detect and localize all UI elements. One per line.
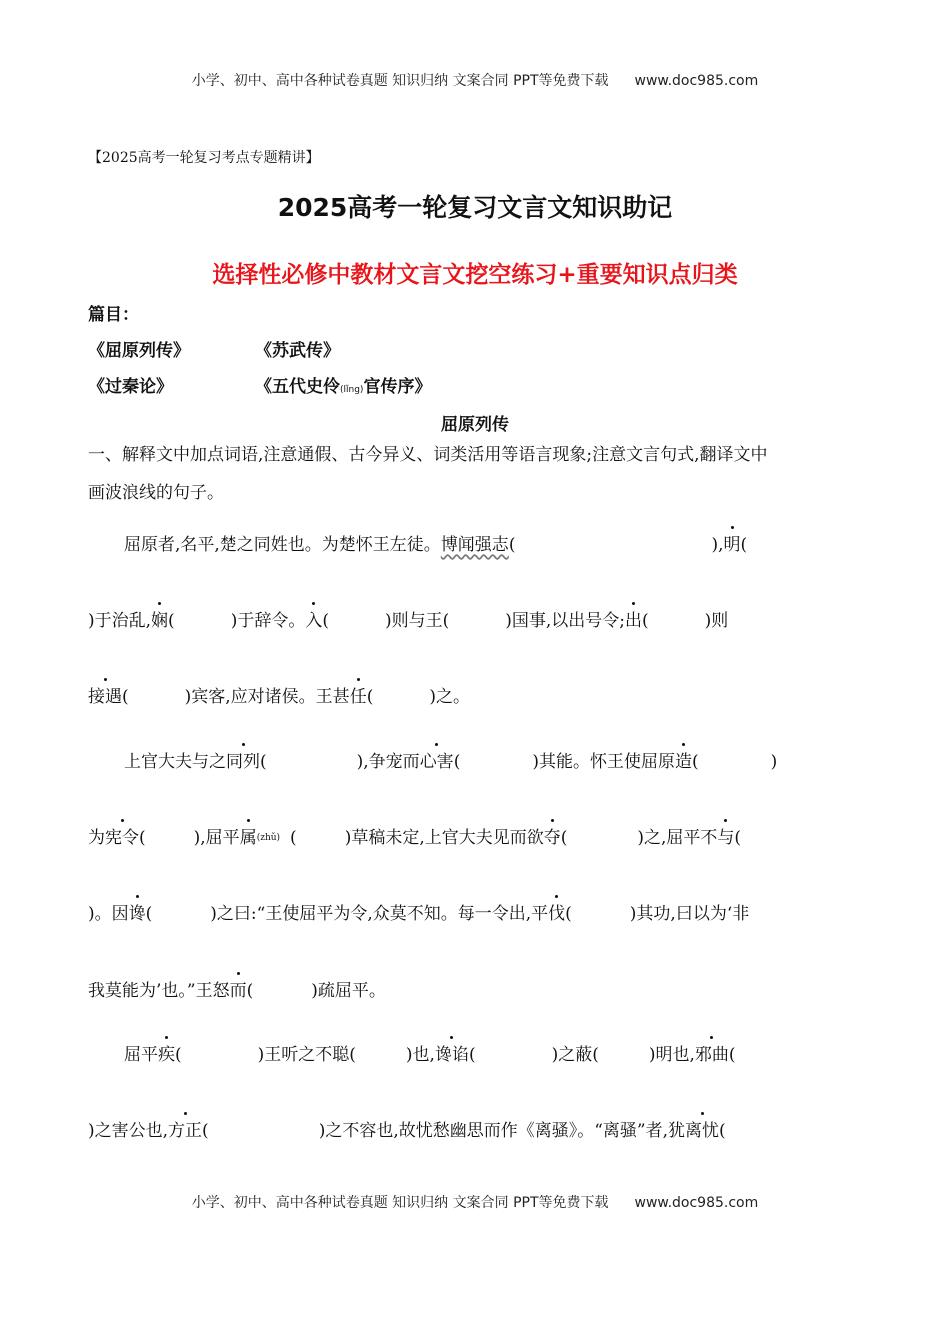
passage-line-1: [88, 534, 863, 556]
answer-blank[interactable]: [329, 610, 385, 632]
passage-text: 画波浪线的句子。: [88, 483, 224, 503]
dotted-word: 娴: [151, 611, 169, 631]
answer-blank[interactable]: [253, 980, 311, 1002]
dotted-word: 明: [723, 535, 741, 555]
passage-text: (: [202, 1121, 209, 1141]
passage-text: (: [508, 535, 516, 555]
instruction-line-2: [88, 482, 863, 504]
answer-blank[interactable]: [699, 751, 771, 773]
passage-text: )王听之不聪(: [257, 1045, 356, 1065]
passage-text: 我莫能为’也。”王怒: [88, 981, 230, 1001]
passage-text: )之。: [429, 687, 470, 707]
passage-text: )草稿未定,上官大夫见而欲: [344, 828, 544, 848]
answer-blank[interactable]: [649, 610, 705, 632]
passage-text: (: [175, 1045, 182, 1065]
passage-text: (: [442, 611, 450, 631]
passage-text: (: [565, 904, 572, 924]
passage-text: 屈原者,名平,楚之同姓也。为楚怀王左徒。: [124, 535, 441, 555]
passage-text: 上官大夫与之: [124, 752, 226, 772]
passage-text: (: [290, 828, 297, 848]
answer-blank[interactable]: [297, 827, 345, 849]
toc-item-suwu: 《苏武传》: [255, 341, 340, 361]
dotted-word: 谗: [128, 904, 146, 924]
answer-blank[interactable]: [460, 751, 532, 773]
series-tag: 【2025高考一轮复习考点专题精讲】: [88, 150, 320, 166]
passage-text: (: [728, 1045, 736, 1065]
passage-text: )之曰:“王使屈平为令,众莫不知。每一令出,平: [210, 904, 549, 924]
passage-text: 《五代史伶: [255, 377, 340, 397]
passage-text: )之,屈平不: [637, 828, 718, 848]
passage-text: )。因: [88, 904, 129, 924]
dotted-word: 谗谄: [434, 1045, 469, 1065]
passage-text: (: [740, 535, 748, 555]
passage-line-6: [88, 903, 863, 925]
passage-line-7: [88, 980, 863, 1002]
dotted-word: 而: [229, 981, 247, 1001]
passage-text: )疏屈平。: [311, 981, 386, 1001]
answer-blank[interactable]: [476, 1044, 552, 1066]
passage-text: (: [642, 611, 649, 631]
footer-site[interactable]: www.doc985.com: [634, 1195, 759, 1211]
passage-text: 官传序》: [363, 377, 432, 397]
passage-text: 屈平: [124, 1045, 158, 1065]
answer-blank[interactable]: [175, 610, 231, 632]
dotted-word: 伐: [548, 904, 566, 924]
answer-blank[interactable]: [182, 1044, 258, 1066]
passage-text: ),: [711, 535, 724, 555]
answer-blank[interactable]: [373, 686, 429, 708]
passage-text: )于治乱,: [88, 611, 152, 631]
dotted-word: 心害: [419, 752, 454, 772]
passage-text: (: [453, 752, 461, 772]
page-header: [0, 70, 950, 90]
header-site[interactable]: www.doc985.com: [634, 73, 759, 89]
passage-text: (: [122, 687, 129, 707]
passage-text: )宾客,应对诸侯。王甚: [184, 687, 350, 707]
passage-text: )于辞令。: [230, 611, 306, 631]
passage-line-8: [88, 1044, 863, 1066]
answer-blank[interactable]: [572, 903, 630, 925]
answer-blank[interactable]: [152, 903, 210, 925]
wavy-phrase: 博闻强志: [440, 535, 509, 555]
passage-line-9: [88, 1120, 863, 1142]
page-subtitle: 选择性必修中教材文言文挖空练习+重要知识点归类: [212, 262, 738, 288]
header-text: 小学、初中、高中各种试卷真题 知识归纳 文案合同 PPT等免费下载: [191, 73, 609, 89]
dotted-word: 接遇: [88, 687, 122, 707]
toc-label: 篇目：: [88, 305, 139, 325]
answer-blank[interactable]: [209, 1120, 319, 1142]
footer-text: 小学、初中、高中各种试卷真题 知识归纳 文案合同 PPT等免费下载: [191, 1195, 609, 1211]
dotted-word: 邪曲: [694, 1045, 729, 1065]
section-title: 屈原列传: [441, 415, 509, 435]
passage-line-5: [88, 827, 863, 849]
dotted-word: 疾: [158, 1045, 175, 1065]
answer-blank[interactable]: [599, 1044, 649, 1066]
dotted-word: 造: [674, 752, 692, 772]
passage-text: (lǐng): [340, 385, 364, 395]
passage-text: )之害公也,: [88, 1121, 169, 1141]
dotted-word: 入: [305, 611, 323, 631]
passage-text: (: [719, 1121, 726, 1141]
passage-text: (zhǔ): [256, 833, 281, 843]
passage-text: (: [260, 752, 267, 772]
passage-text: (: [468, 1045, 476, 1065]
passage-text: )其功,曰以为‘非: [629, 904, 750, 924]
dotted-word: 夺: [543, 828, 561, 848]
answer-blank[interactable]: [267, 751, 357, 773]
passage-text: (: [168, 611, 175, 631]
passage-line-2: [88, 610, 863, 632]
dotted-word: 宪令: [105, 828, 139, 848]
passage-text: )之不容也,故忧愁幽思而作《离骚》。“离骚”者,犹: [318, 1121, 686, 1141]
page-title: 2025高考一轮复习文言文知识助记: [277, 193, 673, 222]
passage-text: )之蔽(: [551, 1045, 599, 1065]
passage-text: (: [560, 828, 568, 848]
passage-text: )则与王: [384, 611, 443, 631]
passage-text: (: [322, 611, 329, 631]
dotted-word: 同列: [226, 752, 260, 772]
answer-blank[interactable]: [356, 1044, 406, 1066]
answer-blank[interactable]: [146, 827, 194, 849]
answer-blank[interactable]: [449, 610, 505, 632]
instruction-line-1: [88, 444, 863, 466]
passage-text: )国事,以出号令;: [505, 611, 626, 631]
passage-text: )则: [704, 611, 729, 631]
dotted-word: 出: [625, 611, 643, 631]
passage-line-4: [88, 751, 863, 773]
passage-text: (: [734, 828, 742, 848]
passage-line-3: [88, 686, 863, 708]
toc-item-guoqin: 《过秦论》: [88, 377, 173, 397]
toc-item-quyuan: 《屈原列传》: [88, 341, 190, 361]
passage-text: ),争宠而: [356, 752, 420, 772]
passage-text: (: [139, 828, 146, 848]
answer-blank[interactable]: [129, 686, 185, 708]
dotted-word: 方正: [168, 1121, 203, 1141]
toc-item-lingguan: [255, 372, 431, 397]
passage-text: )其能。怀王使屈原: [532, 752, 675, 772]
passage-text: ),屈平: [193, 828, 240, 848]
passage-text: 为: [88, 828, 105, 848]
passage-text: )明也,: [648, 1045, 695, 1065]
dotted-word: 属: [239, 828, 257, 848]
passage-text: ): [770, 752, 778, 772]
passage-text: 一、解释文中加点词语,注意通假、古今异义、词类活用等语言现象;注意文言句式,翻译文中: [88, 445, 768, 465]
passage-text: (: [691, 752, 699, 772]
page-footer: [0, 1192, 950, 1212]
answer-blank[interactable]: [515, 534, 711, 556]
dotted-word: 与: [717, 828, 735, 848]
passage-text: )也,: [405, 1045, 435, 1065]
answer-blank[interactable]: [567, 827, 637, 849]
dotted-word: 任: [349, 687, 367, 707]
dotted-word: 离忧: [685, 1121, 720, 1141]
passage-text: (: [145, 904, 153, 924]
passage-text: (: [366, 687, 374, 707]
passage-text: (: [246, 981, 254, 1001]
